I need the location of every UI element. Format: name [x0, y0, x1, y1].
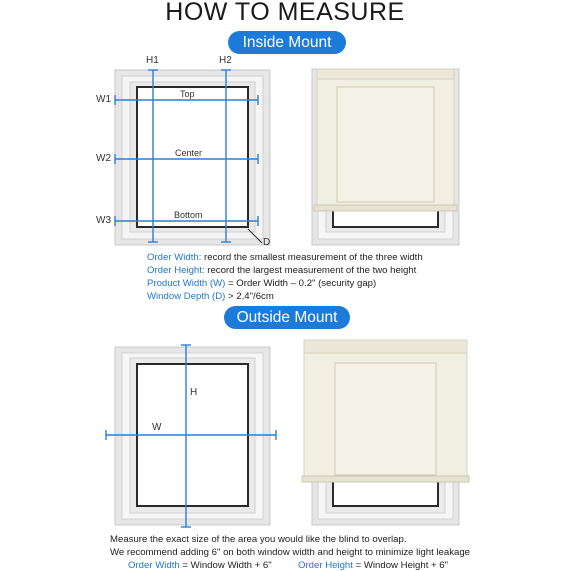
label-h: H: [190, 387, 198, 398]
label-w3: W3: [96, 215, 111, 226]
label-top: Top: [180, 89, 195, 99]
inside-mount-badge: Inside Mount: [228, 31, 346, 54]
inside-note-text: record the largest measurement of the two height: [204, 265, 417, 276]
label-depth: D: [263, 237, 271, 248]
inside-note-text: record the smallest measurement of the three width: [201, 252, 423, 263]
inside-note-text: = Order Width – 0.2" (security gap): [225, 278, 377, 289]
label-bottom: Bottom: [174, 210, 203, 220]
label-w1: W1: [96, 94, 111, 105]
inside-note-text: > 2.4"/6cm: [225, 291, 274, 302]
label-h2: H2: [219, 55, 232, 66]
inside-note-label: Order Height:: [147, 265, 205, 276]
label-h1: H1: [146, 55, 159, 66]
formula-text: = Window Width + 6": [179, 560, 272, 571]
outside-note-measure: Measure the exact size of the area you would like the blind to overlap.: [110, 534, 407, 545]
label-center: Center: [175, 148, 203, 158]
outside-formula-width: [128, 560, 272, 571]
formula-label: Order Height: [298, 560, 353, 571]
inside-note-label: Product Width (W): [147, 278, 226, 289]
formula-text: = Window Height + 6": [352, 560, 449, 571]
label-w2: W2: [96, 153, 111, 164]
formula-label: Order Width: [128, 560, 180, 571]
label-w: W: [152, 422, 162, 433]
inside-note-label: Window Depth (D): [147, 291, 226, 302]
inside-note-label: Order Width:: [147, 252, 202, 263]
outside-note-recommend: We recommend adding 6" on both window width and height to minimize light leakage: [110, 547, 471, 558]
outside-mount-badge: Outside Mount: [224, 306, 350, 329]
outside-formula-height: [298, 560, 448, 571]
page-title: HOW TO MEASURE: [165, 0, 405, 26]
